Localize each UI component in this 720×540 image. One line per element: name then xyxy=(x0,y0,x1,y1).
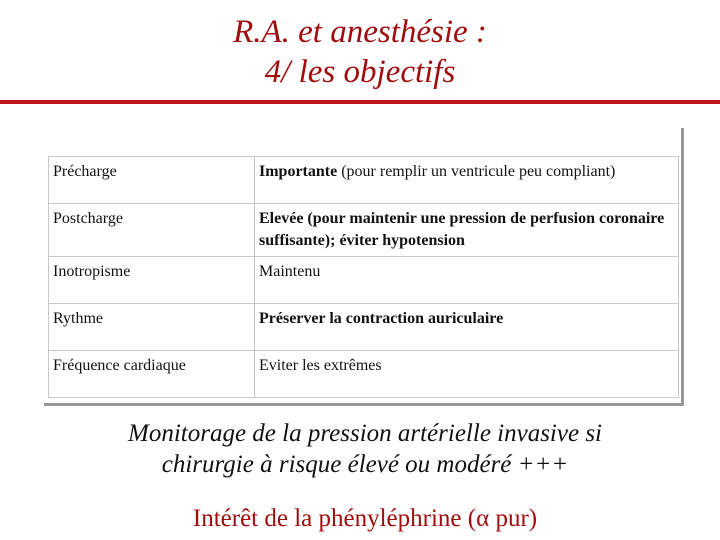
goal-bold-text: Importante xyxy=(259,163,338,180)
goal-cell xyxy=(255,257,679,304)
goal-bold-text: Préserver la contraction auriculaire xyxy=(259,310,504,327)
goal-bold-text: Elevée (pour maintenir une pression de perfusion coronaire suffisante); éviter hypotension xyxy=(259,210,665,249)
table-row xyxy=(49,204,679,257)
objectives-table xyxy=(48,156,679,398)
title-divider xyxy=(0,100,720,104)
monitoring-note xyxy=(0,418,720,480)
parameter-cell: Postcharge xyxy=(49,204,255,257)
goal-cell xyxy=(255,157,679,204)
parameter-cell: Inotropisme xyxy=(49,257,255,304)
goal-text: Maintenu xyxy=(259,263,321,280)
slide-title-line-1: R.A. et anesthésie : xyxy=(233,14,487,50)
goal-text: (pour remplir un ventricule peu compliant) xyxy=(337,163,616,180)
parameter-cell: Précharge xyxy=(49,157,255,204)
phenylephrine-footer xyxy=(0,503,720,534)
slide-title-line-2: 4/ les objectifs xyxy=(264,54,456,90)
goal-cell xyxy=(255,351,679,398)
table-row xyxy=(49,351,679,398)
objectives-table-frame xyxy=(44,128,684,406)
alpha-symbol: α xyxy=(476,505,490,532)
footer-text-after: pur) xyxy=(489,505,538,532)
monitoring-note-line-1: Monitorage de la pression artérielle invasive si xyxy=(128,420,602,447)
slide-title xyxy=(0,12,720,92)
parameter-cell: Rythme xyxy=(49,304,255,351)
goal-cell xyxy=(255,304,679,351)
monitoring-note-line-2: chirurgie à risque élevé ou modéré +++ xyxy=(161,451,569,478)
table-row xyxy=(49,257,679,304)
goal-cell xyxy=(255,204,679,257)
table-row xyxy=(49,304,679,351)
footer-text-before: Intérêt de la phényléphrine ( xyxy=(192,505,477,532)
goal-text: Eviter les extrêmes xyxy=(259,357,382,374)
parameter-cell: Fréquence cardiaque xyxy=(49,351,255,398)
table-row xyxy=(49,157,679,204)
